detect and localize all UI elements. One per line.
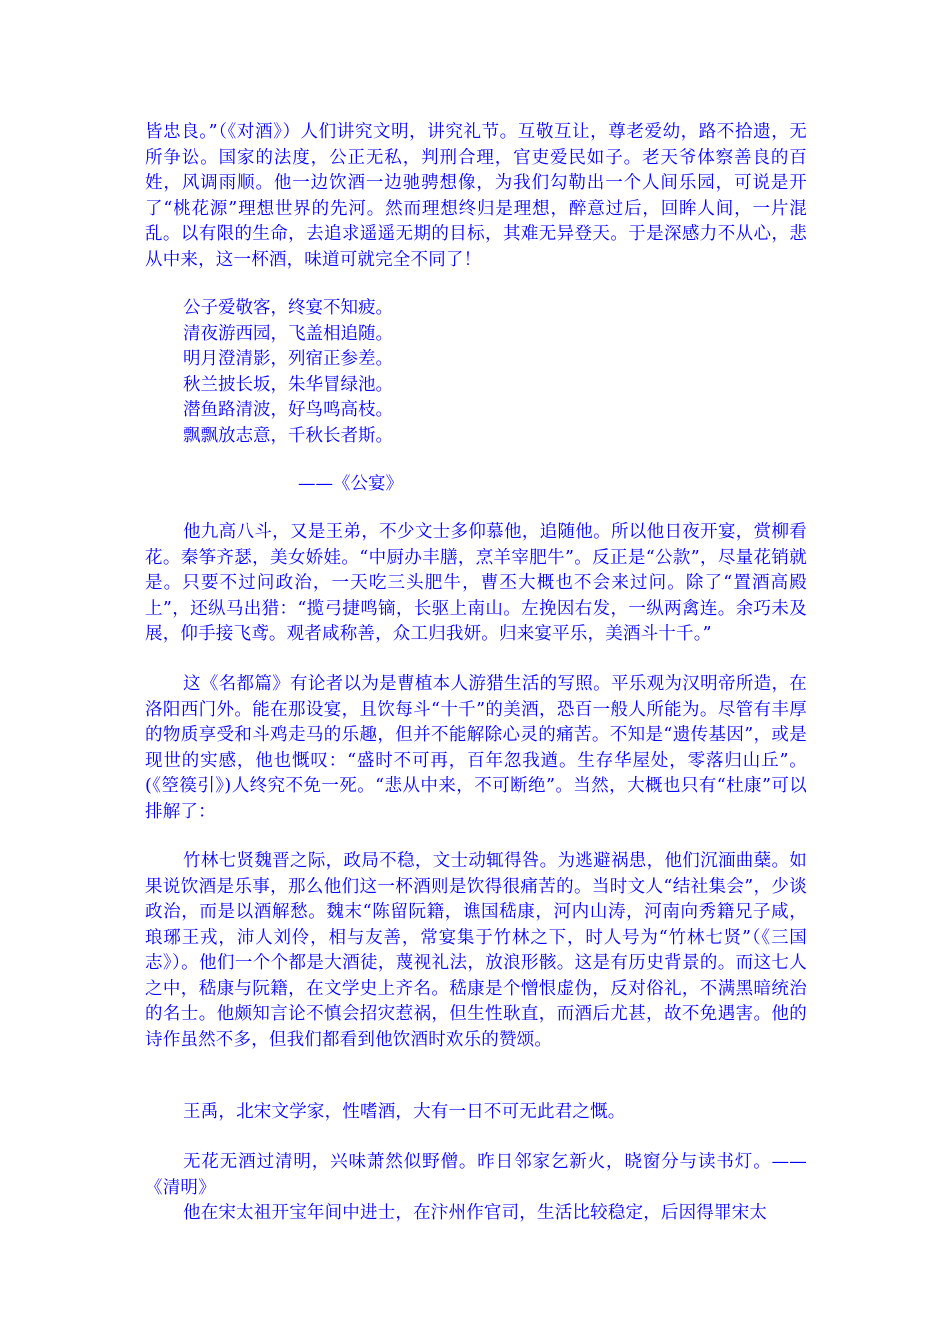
paragraph-7: 他在宋太祖开宝年间中进士，在汴州作官司，生活比较稳定，后因得罪宋太: [183, 1203, 768, 1223]
poem-line-3: 明月澄清影，列宿正参差。: [183, 349, 393, 369]
paragraph-1: 皆忠良。”（《对酒》）人们讲究文明，讲究礼节。互敬互让，尊老爱幼，路不拾遗，无所争讼。国家的法度，公正无私，判刑合理，官吏爱民如子。老天爷体察善良的百姓，风调雨顺。他一边饮酒一边驰骋想像，为我们勾勒出一个人间乐园，可说是开了“桃花源”理想世界的先河。然而理想终归是理想，醉意过后，回眸人间，一片混乱。以有限的生命，去追求遥遥无期的目标，其难无异登天。于是深感力不从心，悲从中来，这一杯酒，味道可就完全不同了！: [145, 122, 807, 270]
paragraph-2: 他九高八斗，又是王弟，不少文士多仰慕他，追随他。所以他日夜开宴，赏柳看花。秦筝齐瑟，美女娇娃。“中厨办丰膳，烹羊宰肥牛”。反正是“公款”，尽量花销就是。只要不过问政治，一天吃三头肥牛，曹丕大概也不会来过问。除了“置酒高殿上”，还纵马出猎：“揽弓捷鸣镝，长驱上南山。左挽因右发，一纵两禽连。余巧未及展，仰手接飞鸢。观者咸称善，众工归我妍。归来宴平乐，美酒斗十千。”: [145, 522, 807, 644]
poem-gongyan: [183, 296, 393, 449]
paragraph-4: 竹林七贤魏晋之际，政局不稳，文士动辄得咎。为逃避祸患，他们沉湎曲蘖。如果说饮酒是乐事，那么他们这一杯酒则是饮得很痛苦的。当时文人“结社集会”，少谈政治，而是以酒解愁。魏末“陈留阮籍，谯国嵇康，河内山涛，河南向秀籍兄子咸，琅琊王戎，沛人刘伶，相与友善，常宴集于竹林之下，时人号为“竹林七贤”（《三国志》）。他们一个个都是大酒徒，蔑视礼法，放浪形骸。这是有历史背景的。而这七人之中，嵇康与阮籍，在文学史上齐名。嵇康是个憎恨虚伪，反对俗礼，不满黑暗统治的名士。他颇知言论不慎会招灾惹祸，但生性耿直，而酒后尤甚，故不免遇害。他的诗作虽然不多，但我们都看到他饮酒时欢乐的赞颂。: [145, 851, 807, 1050]
poem-line-1: 公子爱敬客，终宴不知疲。: [183, 298, 393, 318]
paragraph-5: 王禹，北宋文学家，性嗜酒，大有一日不可无此君之慨。: [183, 1102, 626, 1122]
paragraph-6: 无花无酒过清明，兴味萧然似野僧。昨日邻家乞新火，晓窗分与读书灯。——《清明》: [145, 1152, 807, 1198]
poem-line-4: 秋兰披长坂，朱华冒绿池。: [183, 374, 393, 395]
poem-line-5: 潜鱼路清波，好鸟鸣高枝。: [183, 400, 393, 420]
poem-line-6: 飘飘放志意，千秋长者斯。: [183, 425, 393, 446]
poem-line-2: 清夜游西园，飞盖相追随。: [183, 323, 393, 344]
poem-attribution: ——《公宴》: [298, 474, 403, 494]
paragraph-3: 这《名都篇》有论者以为是曹植本人游猎生活的写照。平乐观为汉明帝所造，在洛阳西门外。能在那设宴，且饮每斗“十千”的美酒，恐百一般人所能为。尽管有丰厚的物质享受和斗鸡走马的乐趣，但并不能解除心灵的痛苦。不知是“遗传基因”，或是现世的实感，他也慨叹：“盛时不可再，百年忽我遒。生存华屋处，零落归山丘”。(《箜篌引》)人终究不免一死。“悲从中来，不可断绝”。当然，大概也只有“杜康”可以排解了：: [145, 674, 807, 822]
